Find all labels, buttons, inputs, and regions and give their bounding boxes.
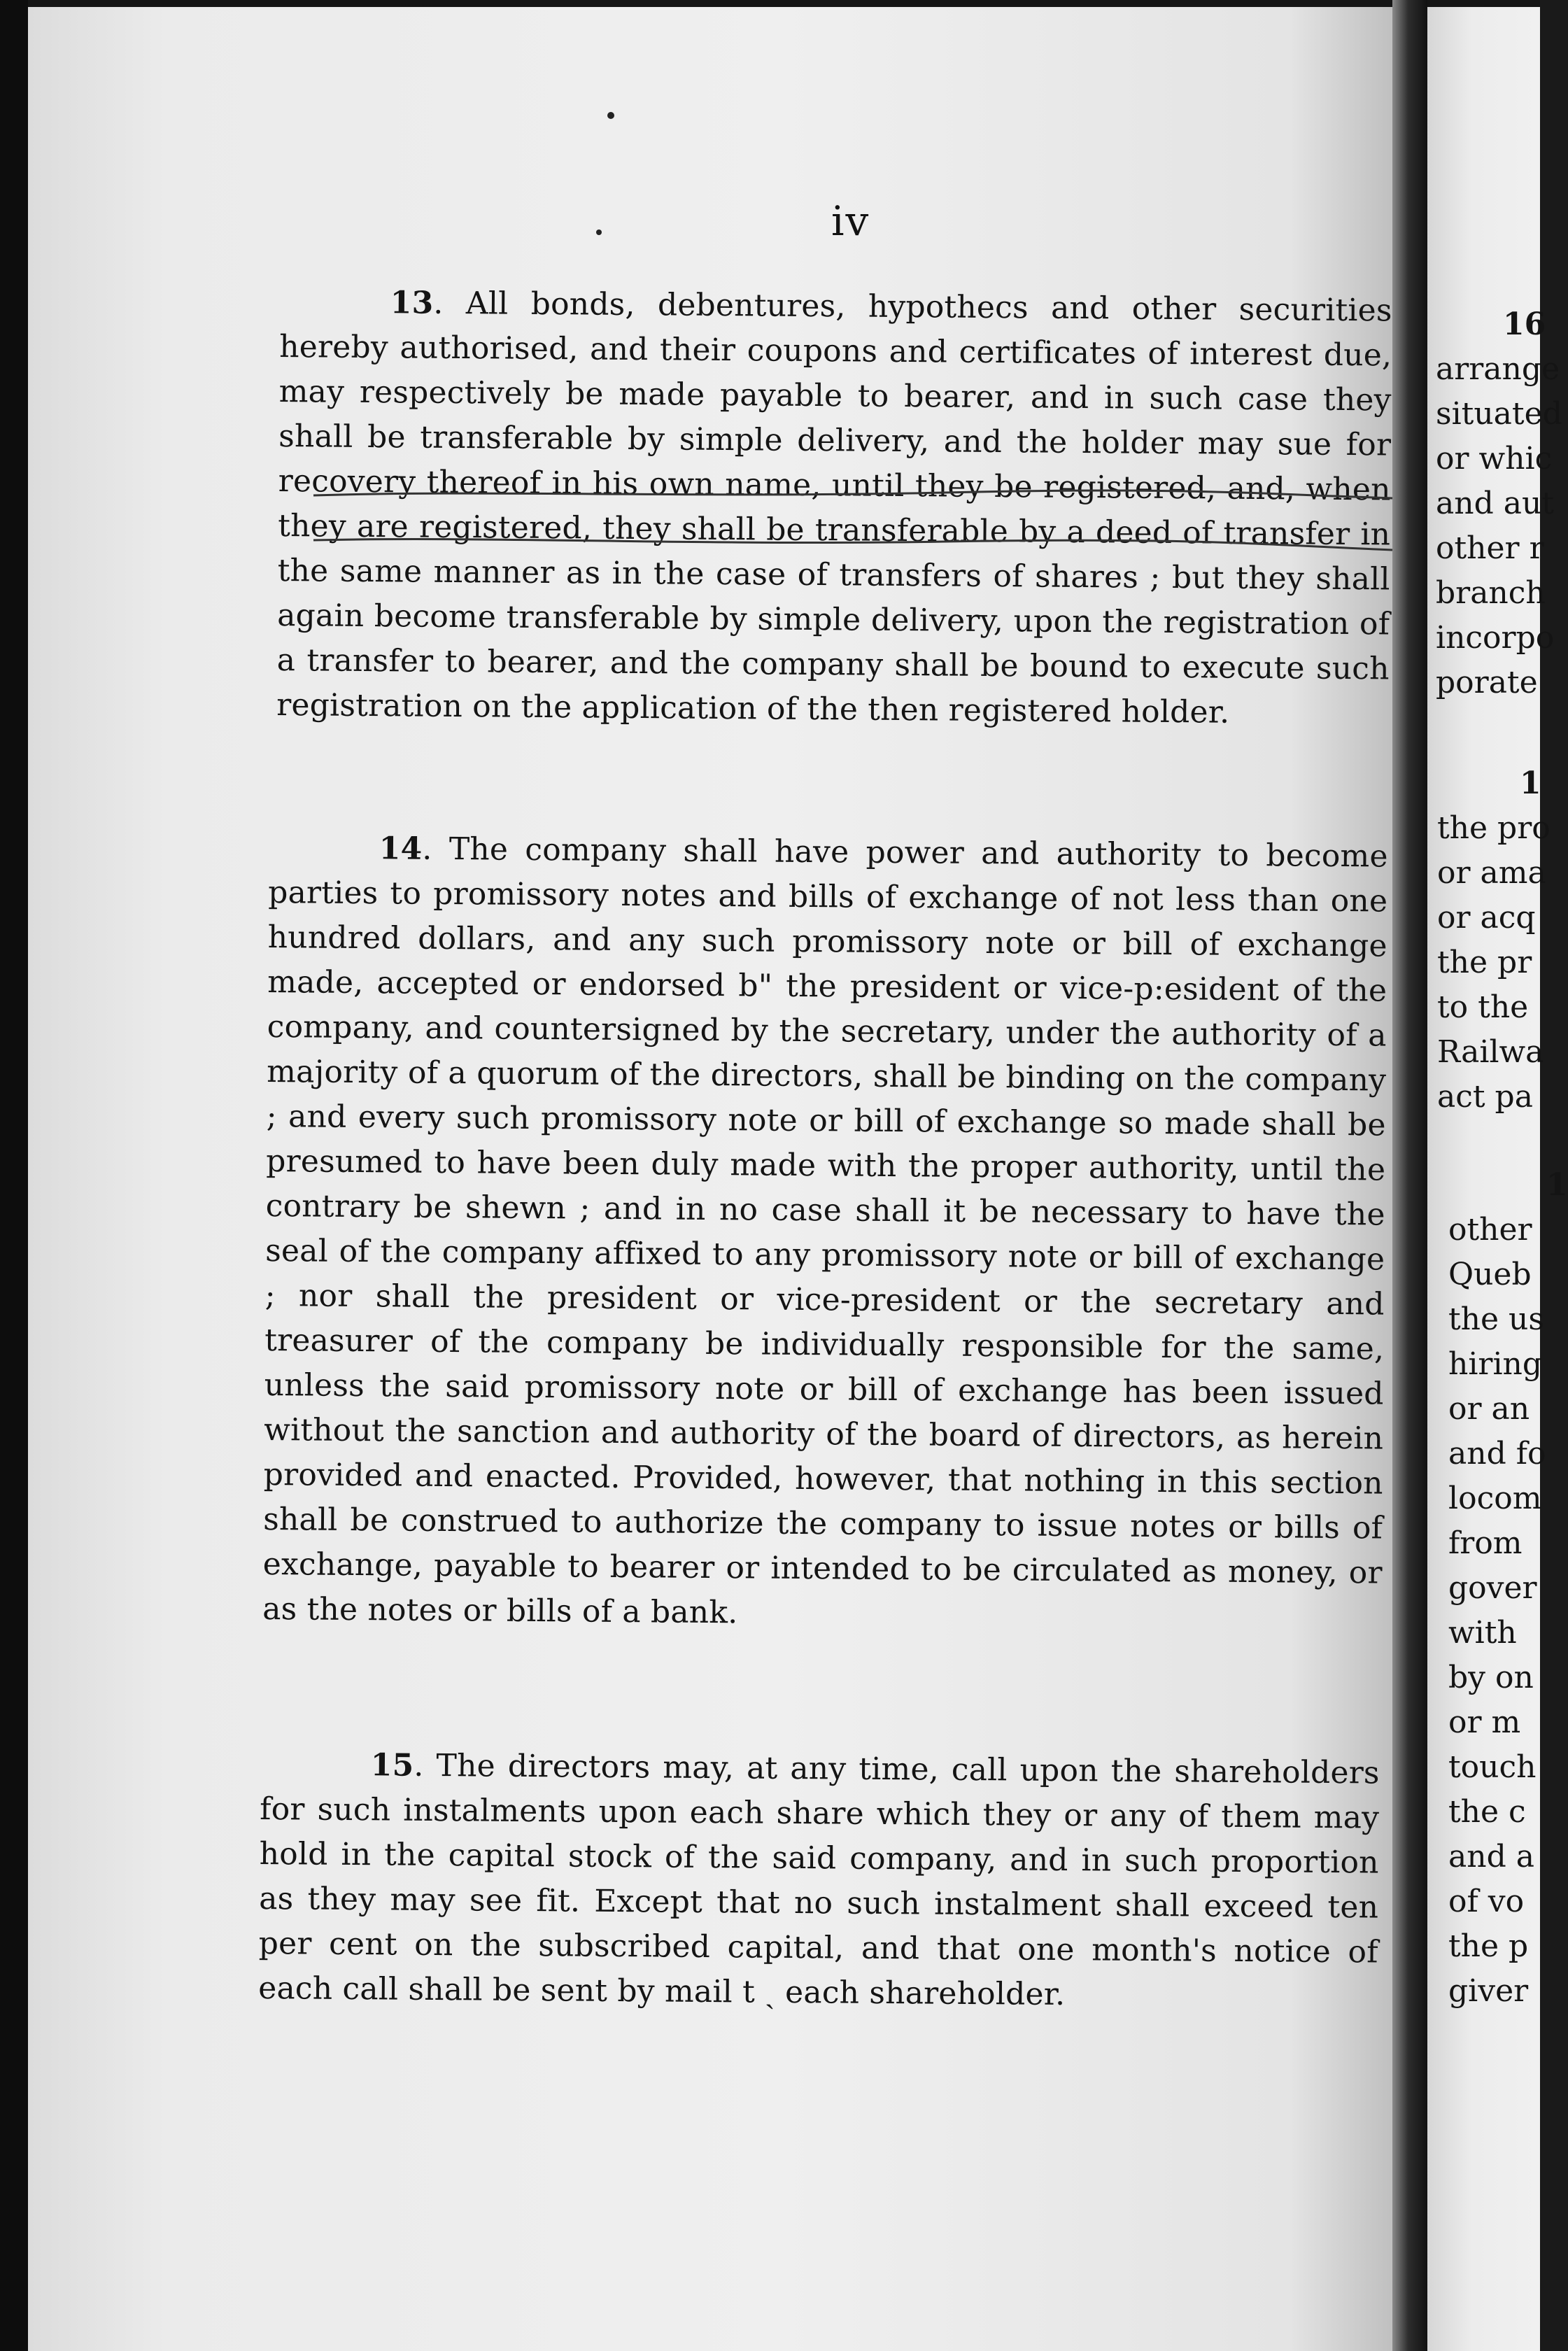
facing-line: hiring [1448, 1346, 1543, 1382]
facing-line: and fo [1448, 1436, 1546, 1471]
section-body: . The directors may, at any time, call upon the shareholders for such instalments upon each share which they or any of them may hold in the capital stock of the said company, and in such proportion as they may see fit. Except that no such instalment shall exceed ten per cent on the subscribed capital, and that one month's notice of each call shall be sent by mail t ˏ each shareholder. [258, 1747, 1380, 2013]
facing-line: the pr [1437, 945, 1532, 980]
facing-line: and a [1448, 1839, 1534, 1875]
facing-line: Railwa [1437, 1034, 1544, 1070]
facing-line: 1 [1546, 1167, 1568, 1203]
facing-line: or an [1448, 1391, 1530, 1427]
facing-line: touch [1448, 1749, 1537, 1785]
facing-line: the us [1448, 1301, 1544, 1337]
facing-page-group-3 [1448, 1163, 1568, 2014]
facing-line: giver [1448, 1973, 1529, 2009]
facing-page-group-2 [1437, 761, 1551, 1120]
facing-line: to the [1437, 989, 1529, 1025]
book-gutter [1392, 0, 1427, 2351]
facing-line: by on [1448, 1660, 1534, 1695]
pencil-underline [313, 490, 1392, 498]
section-15-paragraph [258, 1742, 1380, 2020]
facing-line: and aut [1436, 486, 1554, 521]
facing-line: 16 [1503, 306, 1546, 342]
facing-line: 1 [1520, 765, 1541, 801]
section-number: 14 [379, 831, 423, 867]
facing-line: the c [1448, 1794, 1526, 1830]
section-15 [258, 1742, 1380, 2020]
section-number: 13 [390, 285, 434, 321]
section-14-paragraph [262, 826, 1388, 1641]
facing-line: other r [1436, 530, 1544, 566]
facing-line: of vo [1448, 1884, 1525, 1919]
facing-line: arrange [1436, 351, 1560, 387]
section-body: . All bonds, debentures, hypothecs and other securities hereby authorised, and their coupons and certificates of interest due, may respectively be made payable to bearer, and in such case they shall be transferable by simple delivery, and the holder may sue for recovery thereof in his own name, until they be registered, and, when they are registered, they shall be transferable by a deed of transfer in the same manner as in the case of transfers of shares ; but they shall again become transferable by simple delivery, upon the registration of a transfer to bearer, and the company shall be bound to execute such registration on the application of the then registered holder. [276, 285, 1392, 730]
facing-page-group-1 [1436, 302, 1562, 705]
section-number: 15 [370, 1747, 414, 1784]
section-body: . The company shall have power and authority to become parties to promissory notes and bills of exchange of not less than one hundred dollars, and any such promissory note or bill of exchange made, accepted or endorsed b" the president or vice-p:esident of the company, and countersigned by the secretary, under the authority of a majority of a quorum of the directors, shall be binding on the company ; and every such promissory note or bill of exchange so made shall be presumed to have been duly made with the proper authority, until the contrary be shewn ; and in no case shall it be necessary to have the seal of the company affixed to any promissory note or bill of exchange ; nor shall the president or vice-president or the secretary and treasurer of the company be individually responsible for the same, unless the said promissory note or bill of exchange has been issued without the sanction and authority of the board of directors, as herein provided and enacted. Provided, however, that nothing in this section shall be construed to authorize the company to issue notes or bills of exchange, payable to bearer or intended to be circulated as money, or as the notes or bills of a bank. [262, 831, 1388, 1631]
scanned-page-right [1427, 7, 1568, 2351]
facing-line: situated [1436, 396, 1562, 432]
facing-line: or ama [1437, 855, 1546, 891]
section-14 [262, 826, 1388, 1641]
facing-line: with [1448, 1615, 1517, 1651]
facing-line: or whic [1436, 441, 1553, 476]
facing-line: porate [1436, 665, 1538, 700]
facing-line: or acq [1437, 900, 1536, 936]
facing-line: or m [1448, 1704, 1521, 1740]
facing-line: other [1448, 1212, 1532, 1248]
facing-line: act pa [1437, 1079, 1533, 1115]
facing-line: incorpo [1436, 620, 1555, 656]
facing-line: branch [1436, 575, 1546, 611]
facing-line: locom [1448, 1481, 1542, 1516]
facing-line: from [1448, 1525, 1523, 1561]
pencil-underline [313, 539, 1392, 550]
facing-line: the p [1448, 1928, 1529, 1964]
facing-line: gover [1448, 1570, 1537, 1606]
facing-line: Queb [1448, 1257, 1532, 1292]
facing-line: the pro [1437, 810, 1551, 846]
page-number: iv [831, 197, 870, 245]
